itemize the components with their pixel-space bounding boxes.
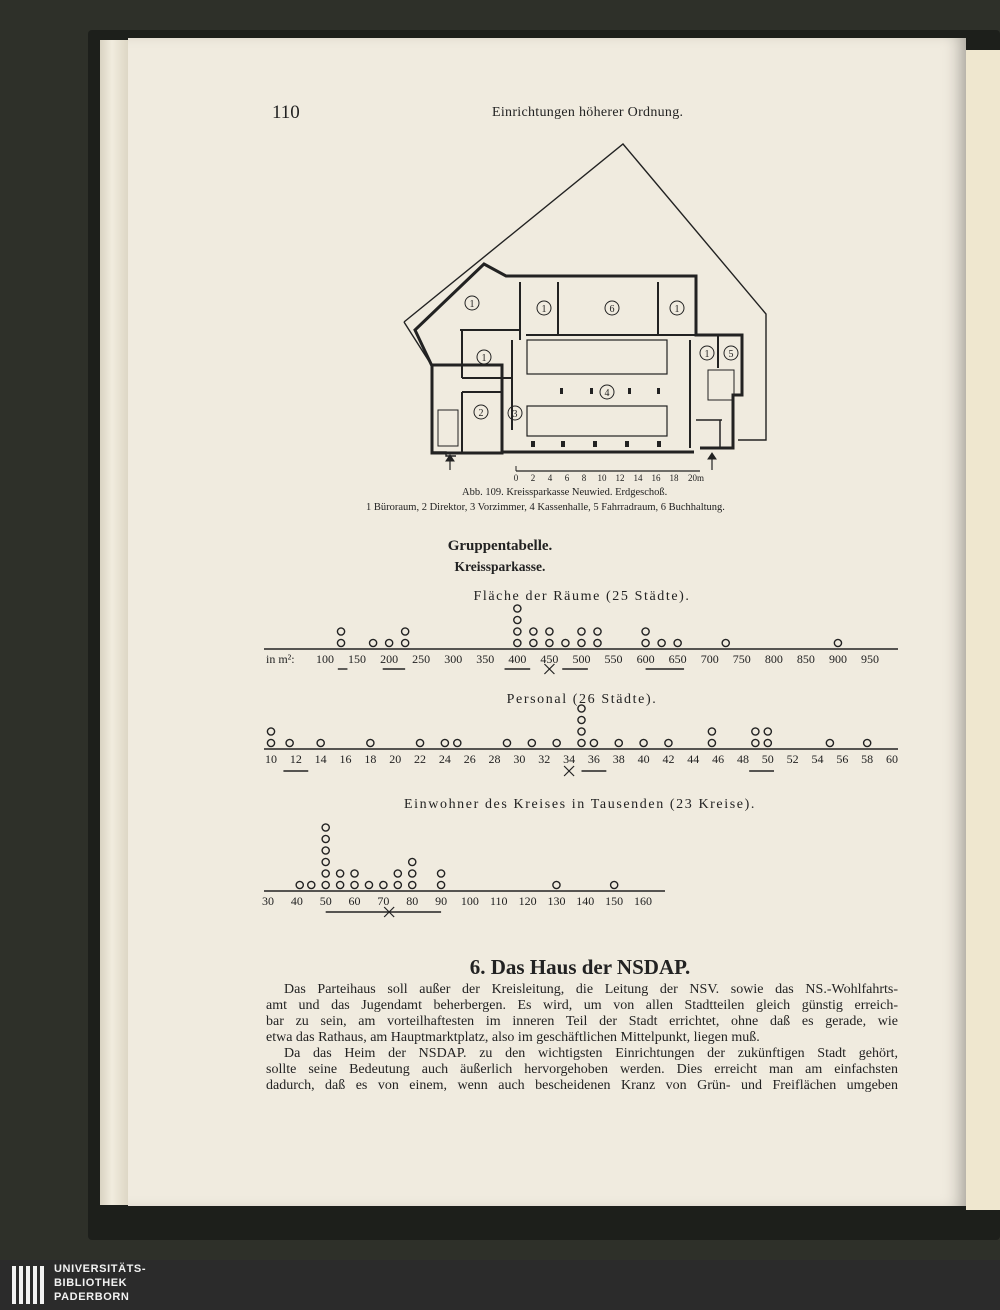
data-dot — [722, 639, 729, 646]
data-dot — [503, 739, 510, 746]
data-dot — [752, 728, 759, 735]
data-dot — [437, 881, 444, 888]
data-dot — [394, 881, 401, 888]
axis-tick-label: 30 — [262, 894, 274, 908]
data-dot — [553, 881, 560, 888]
axis-tick-label: 140 — [576, 894, 595, 908]
page-number: 110 — [272, 102, 300, 123]
data-dot — [594, 628, 601, 635]
data-dot — [615, 739, 622, 746]
table-subheading: Kreissparkasse. — [454, 559, 546, 574]
data-dot — [764, 728, 771, 735]
axis-tick-label: 38 — [612, 752, 625, 766]
axis-tick-label: 400 — [508, 652, 527, 666]
scale-tick: 8 — [581, 473, 587, 483]
scale-tick: 10 — [597, 473, 607, 483]
axis-tick-label: 42 — [662, 752, 675, 766]
data-dot — [578, 628, 585, 635]
axis-tick-label: 300 — [444, 652, 463, 666]
data-dot — [514, 605, 521, 612]
scale-tick: 16 — [651, 473, 661, 483]
svg-text:4: 4 — [604, 388, 610, 399]
data-dot — [402, 628, 409, 635]
axis-tick-label: 120 — [518, 894, 537, 908]
data-dot — [351, 881, 358, 888]
svg-text:3: 3 — [512, 409, 518, 420]
data-dot — [409, 870, 416, 877]
data-dot — [514, 616, 521, 623]
axis-tick-label: 52 — [786, 752, 799, 766]
data-dot — [658, 639, 665, 646]
axis-tick-label: 450 — [540, 652, 559, 666]
axis-tick-label: 130 — [547, 894, 566, 908]
axis-tick-label: 160 — [634, 894, 652, 908]
body-text-line: bar zu sein, am vorteilhaftesten im inneren Teil der Stadt errichtet, ohne daß es gerade, wie — [266, 1014, 898, 1029]
data-dot — [351, 870, 358, 877]
chart-title: Fläche der Räume (25 Städte). — [473, 589, 691, 604]
data-dot — [562, 639, 569, 646]
data-dot — [665, 739, 672, 746]
data-dot — [337, 639, 344, 646]
axis-tick-label: 100 — [460, 894, 479, 908]
axis-tick-label: 56 — [836, 752, 849, 766]
data-dot — [578, 728, 585, 735]
data-dot — [380, 881, 387, 888]
svg-text:1: 1 — [674, 304, 680, 315]
body-text-line: amt und das Jugendamt beherbergen. Es wird, um von allen Stadtteilen gleich günstig erreich- — [266, 998, 898, 1013]
scale-tick: 0 — [513, 473, 519, 483]
scale-tick: 2 — [530, 473, 536, 483]
axis-tick-label: 10 — [265, 752, 277, 766]
axis-tick-label: 30 — [513, 752, 526, 766]
axis-tick-label: 36 — [587, 752, 600, 766]
data-dot — [514, 628, 521, 635]
body-text-line: etwa das Rathaus, am Hauptmarktplatz, also im geschäftlichen Mittelpunkt, liegen muß. — [266, 1030, 760, 1045]
scale-tick: 20m — [687, 473, 705, 483]
data-dot — [546, 628, 553, 635]
axis-tick-label: 100 — [316, 652, 334, 666]
axis-tick-label: 16 — [339, 752, 352, 766]
axis-tick-label: 28 — [488, 752, 501, 766]
data-dot — [611, 881, 618, 888]
axis-tick-label: 80 — [406, 894, 419, 908]
data-dot — [530, 628, 537, 635]
data-dot — [308, 881, 315, 888]
scale-tick: 12 — [615, 473, 625, 483]
figure-legend: 1 Büroraum, 2 Direktor, 3 Vorzimmer, 4 Kassenhalle, 5 Fahrradraum, 6 Buchhaltung. — [366, 502, 725, 513]
data-dot — [386, 639, 393, 646]
data-dot — [322, 881, 329, 888]
data-dot — [365, 881, 372, 888]
axis-tick-label: 50 — [319, 894, 332, 908]
axis-tick-label: 46 — [712, 752, 725, 766]
library-footer-bar — [0, 1260, 1000, 1310]
data-dot — [409, 858, 416, 865]
data-dot — [402, 639, 409, 646]
data-dot — [267, 728, 274, 735]
data-dot — [416, 739, 423, 746]
section-heading: 6. Das Haus der NSDAP. — [469, 955, 691, 979]
axis-tick-label: 20 — [389, 752, 402, 766]
library-logo-icon — [10, 1262, 48, 1308]
axis-tick-label: 800 — [764, 652, 783, 666]
scale-tick: 14 — [633, 473, 643, 483]
data-dot — [826, 739, 833, 746]
svg-text:1: 1 — [541, 304, 547, 315]
axis-tick-label: 48 — [736, 752, 749, 766]
body-text-line: Da das Heim der NSDAP. zu den wichtigsten Einrichtungen der zukünftigen Stadt gehört, — [284, 1046, 898, 1061]
axis-tick-label: 24 — [438, 752, 451, 766]
data-dot — [337, 870, 344, 877]
data-dot — [546, 639, 553, 646]
scale-tick: 6 — [564, 473, 570, 483]
data-dot — [322, 858, 329, 865]
svg-text:1: 1 — [481, 353, 487, 364]
data-dot — [454, 739, 461, 746]
data-dot — [296, 881, 303, 888]
data-dot — [337, 628, 344, 635]
data-dot — [594, 639, 601, 646]
data-dot — [286, 739, 293, 746]
library-name-line: BIBLIOTHEK — [54, 1277, 128, 1289]
data-dot — [437, 870, 444, 877]
scale-tick: 4 — [547, 473, 553, 483]
data-dot — [441, 739, 448, 746]
svg-text:2: 2 — [478, 408, 484, 419]
library-name-line: PADERBORN — [54, 1291, 130, 1303]
data-dot — [642, 628, 649, 635]
data-dot — [409, 881, 416, 888]
axis-tick-label: 150 — [348, 652, 367, 666]
axis-tick-label: 550 — [604, 652, 623, 666]
axis-tick-label: 58 — [861, 752, 874, 766]
axis-tick-label: 650 — [668, 652, 687, 666]
axis-tick-label: 950 — [861, 652, 879, 666]
data-dot — [752, 739, 759, 746]
axis-tick-label: 18 — [364, 752, 377, 766]
data-dot — [528, 739, 535, 746]
chart-title: Einwohner des Kreises in Tausenden (23 Kreise). — [404, 797, 756, 812]
data-dot — [530, 639, 537, 646]
data-dot — [642, 639, 649, 646]
data-dot — [267, 739, 274, 746]
axis-tick-label: 200 — [380, 652, 399, 666]
data-dot — [764, 739, 771, 746]
axis-tick-label: 40 — [637, 752, 650, 766]
axis-tick-label: 600 — [636, 652, 655, 666]
svg-text:1: 1 — [469, 299, 475, 310]
axis-tick-label: 12 — [289, 752, 302, 766]
figure-caption: Abb. 109. Kreissparkasse Neuwied. Erdgeschoß. — [462, 487, 668, 498]
axis-tick-label: 500 — [572, 652, 591, 666]
axis-tick-label: 54 — [811, 752, 824, 766]
axis-tick-label: 32 — [538, 752, 551, 766]
data-dot — [322, 824, 329, 831]
axis-tick-label: 34 — [563, 752, 576, 766]
chart-title: Personal (26 Städte). — [506, 692, 658, 707]
axis-tick-label: 50 — [761, 752, 774, 766]
data-dot — [394, 870, 401, 877]
data-dot — [864, 739, 871, 746]
axis-tick-label: 40 — [290, 894, 303, 908]
body-text-line: dadurch, daß es von einem, wenn auch bescheidenen Kranz von Grün- und Freiflächen umgeben — [266, 1078, 898, 1093]
body-text-line: Das Parteihaus soll außer der Kreisleitung, die Leitung der NSV. sowie das NS.-Wohlfahrts- — [284, 982, 898, 997]
axis-tick-label: 60 — [348, 894, 361, 908]
svg-text:6: 6 — [609, 304, 615, 315]
running-title: Einrichtungen höherer Ordnung. — [492, 105, 684, 120]
data-dot — [590, 739, 597, 746]
svg-text:1: 1 — [704, 349, 710, 360]
scale-tick: 18 — [669, 473, 679, 483]
data-dot — [674, 639, 681, 646]
data-dot — [322, 835, 329, 842]
axis-tick-label: 26 — [463, 752, 476, 766]
data-dot — [317, 739, 324, 746]
data-dot — [640, 739, 647, 746]
data-dot — [322, 870, 329, 877]
data-dot — [367, 739, 374, 746]
axis-tick-label: 14 — [314, 752, 327, 766]
axis-unit-label: in m²: — [266, 652, 295, 666]
data-dot — [708, 728, 715, 735]
data-dot — [514, 639, 521, 646]
axis-tick-label: 60 — [886, 752, 898, 766]
data-dot — [322, 847, 329, 854]
data-dot — [553, 739, 560, 746]
body-text-line: sollte seine Bedeutung auch äußerlich hervorgehoben werden. Dies erreicht man am einfachsten — [266, 1062, 898, 1077]
axis-tick-label: 350 — [476, 652, 495, 666]
svg-text:5: 5 — [728, 349, 734, 360]
axis-tick-label: 110 — [489, 894, 508, 908]
data-dot — [834, 639, 841, 646]
axis-tick-label: 700 — [700, 652, 719, 666]
table-heading: Gruppentabelle. — [447, 538, 553, 554]
axis-tick-label: 750 — [732, 652, 751, 666]
axis-tick-label: 250 — [412, 652, 431, 666]
data-dot — [369, 639, 376, 646]
axis-tick-label: 22 — [414, 752, 427, 766]
data-dot — [578, 639, 585, 646]
axis-tick-label: 850 — [796, 652, 815, 666]
axis-tick-label: 44 — [687, 752, 700, 766]
data-dot — [578, 716, 585, 723]
axis-tick-label: 150 — [605, 894, 624, 908]
library-name-line: UNIVERSITÄTS- — [54, 1263, 147, 1275]
data-dot — [337, 881, 344, 888]
axis-tick-label: 70 — [377, 894, 390, 908]
data-dot — [578, 739, 585, 746]
axis-tick-label: 900 — [828, 652, 847, 666]
data-dot — [708, 739, 715, 746]
axis-tick-label: 90 — [435, 894, 448, 908]
